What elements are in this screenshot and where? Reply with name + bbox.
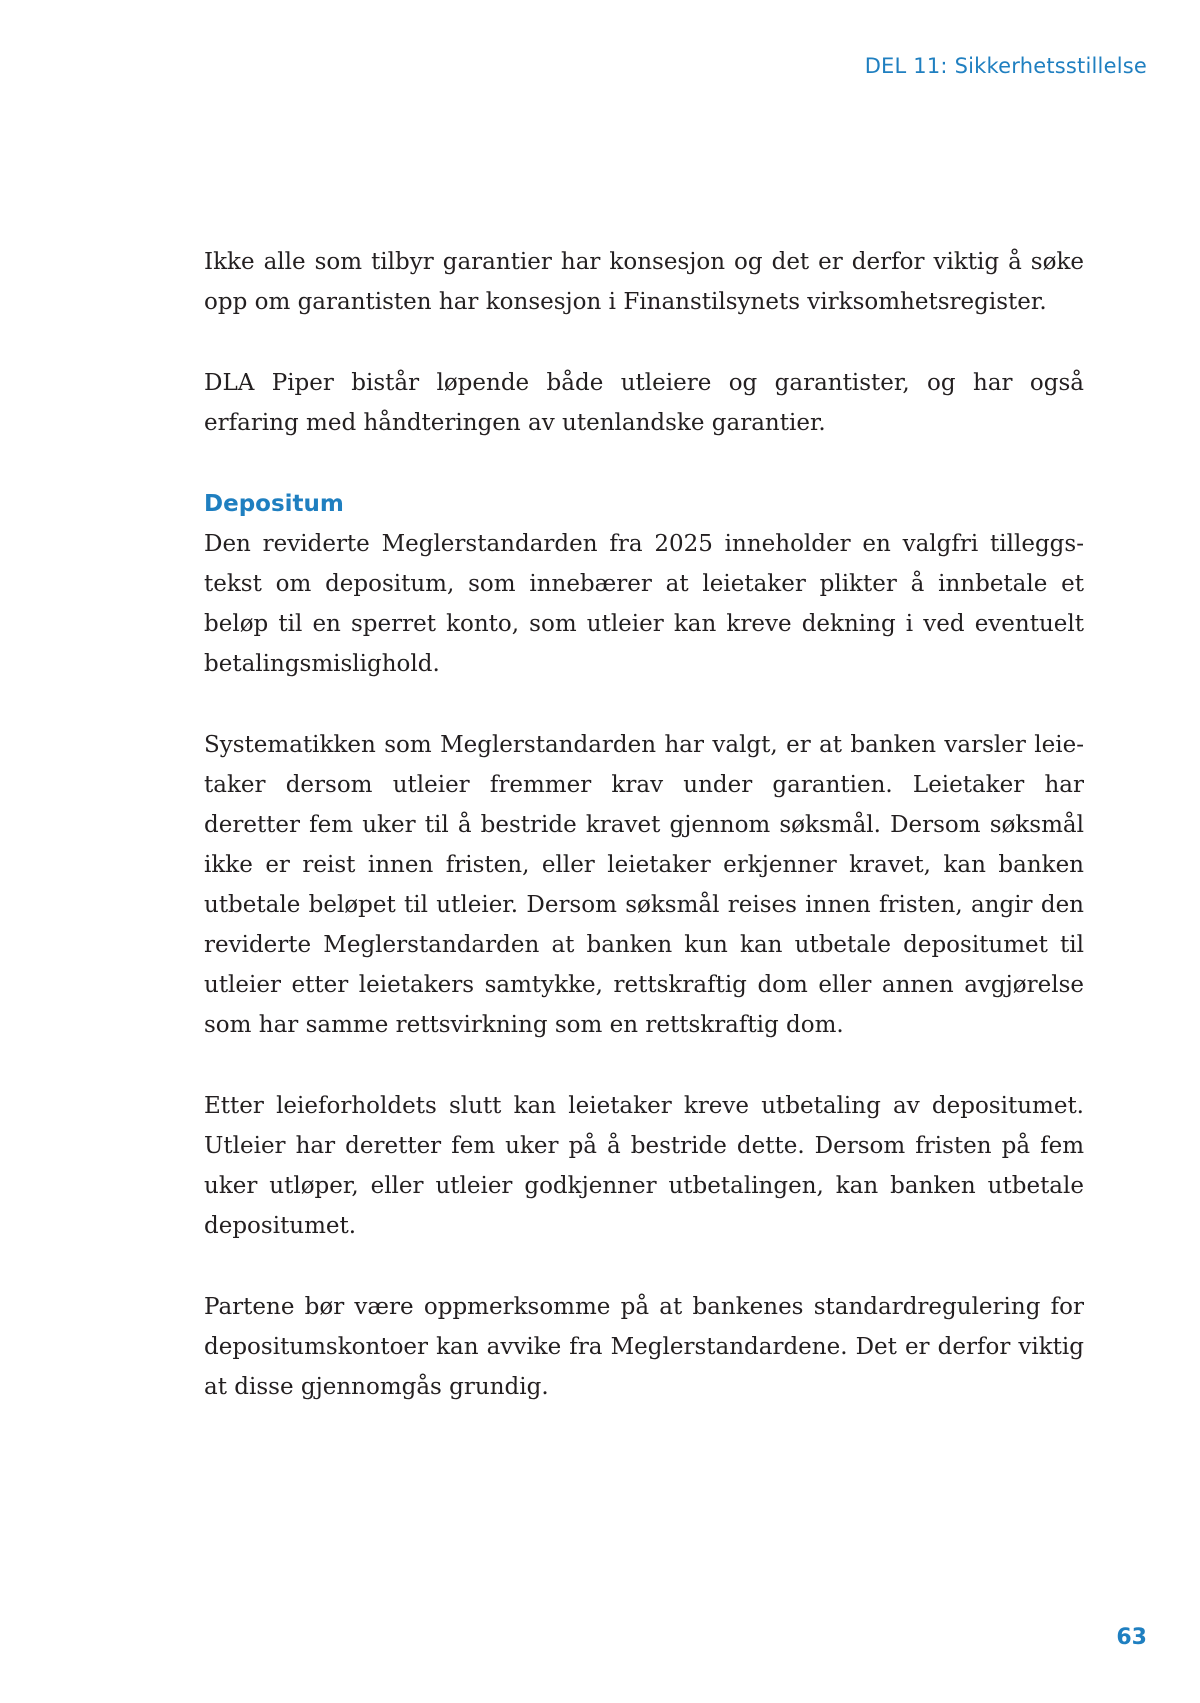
page-body [204, 242, 1084, 1448]
paragraph-intro-1: Ikke alle som tilbyr garantier har konsesjon og det er derfor viktig å søke opp om garantisten har konsesjon i Finanstilsynets virksomhetsregister. [204, 249, 1084, 315]
paragraph-depositum-1: Den reviderte Meglerstandarden fra 2025 inneholder en valgfri tilleggstekst om depositum, som innebærer at leietaker plikter å innbetale et beløp til en sperret konto, som utleier kan kreve dekning i ved eventuelt betalingsmislighold. [204, 531, 1084, 677]
paragraph-depositum-4: Partene bør være oppmerksomme på at bankenes standardregulering for depositumskontoer kan avvike fra Meglerstandardene. Det er derfor viktig at disse gjennomgås grundig. [204, 1294, 1084, 1400]
page-number: 63 [1116, 1625, 1147, 1650]
paragraph-depositum-2: Systematikken som Meglerstandarden har valgt, er at banken varsler leietaker dersom utleier fremmer krav under garantien. Leietaker har deretter fem uker til å bestride kravet gjennom søksmål. Dersom søksmål ikke er reist innen fristen, eller leietaker erkjenner kravet, kan banken utbetale beløpet til utleier. Dersom søksmål reises innen fristen, angir den reviderte Meglerstandarden at banken kun kan utbetale depositumet til utleier etter leietakers samtykke, rettskraftig dom eller annen avgjørelse som har samme rettsvirkning som en rettskraftig dom. [204, 732, 1084, 1038]
paragraph-intro-2: DLA Piper bistår løpende både utleiere og garantister, og har også erfaring med håndteringen av utenlandske garantier. [204, 370, 1084, 436]
section-heading-depositum: Depositum [204, 491, 344, 517]
paragraph-depositum-3: Etter leieforholdets slutt kan leietaker kreve utbetaling av depositumet. Utleier har deretter fem uker på å bestride dette. Dersom fristen på fem uker utløper, eller utleier godkjenner utbetalingen, kan banken utbetale depositumet. [204, 1093, 1084, 1239]
running-header: DEL 11: Sikkerhetsstillelse [864, 54, 1147, 78]
